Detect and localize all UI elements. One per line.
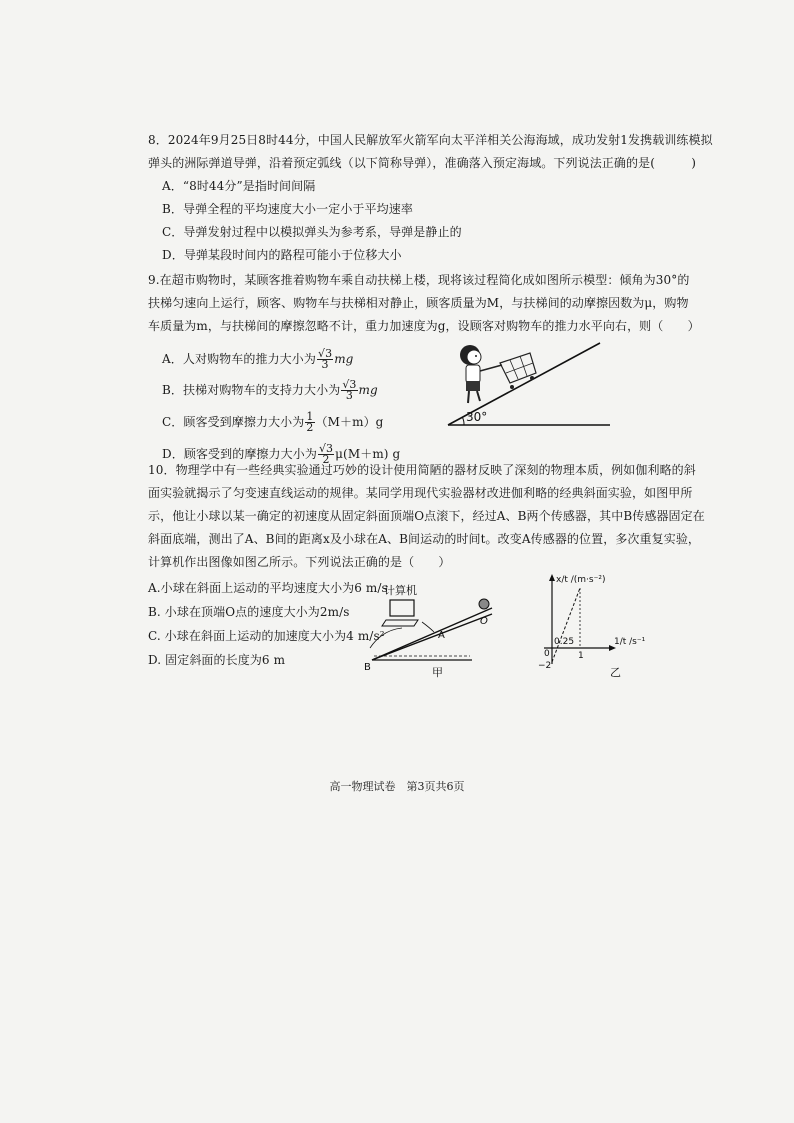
q9-incline-figure <box>440 335 620 435</box>
tick-label-neg2: −2 <box>538 661 552 671</box>
q9-stem-line-3: 车质量为m，与扶梯间的摩擦忽略不计，重力加速度为g，设顾客对购物车的推力水平向右，则（ ） <box>148 319 700 333</box>
q10-option-d: D. 固定斜面的长度为6 m <box>148 653 286 667</box>
q9-option-a-fraction: $\frac{√3}{3}$ <box>317 347 333 371</box>
shopper-face <box>467 350 481 364</box>
shopper-body <box>466 365 480 383</box>
graph-line-dashed <box>552 588 580 662</box>
q9-option-d-fraction: $\frac{√3}{2}$ <box>318 442 334 466</box>
q10-stem-line-1: 10．物理学中有一些经典实验通过巧妙的设计使用简陋的器材反映了深刻的物理本质，例如伽利略的斜 <box>148 463 696 477</box>
q9-option-b-text: B．扶梯对购物车的支持力大小为 <box>162 383 341 397</box>
tick-label-0-25: 0.25 <box>554 637 575 647</box>
tick-label-1: 1 <box>578 651 584 661</box>
page-footer: 高一物理试卷 第3页共6页 <box>329 780 465 793</box>
shopper-skirt <box>466 381 480 391</box>
incline-angle-label: 30° <box>466 410 488 424</box>
computer-label: 计算机 <box>384 584 417 597</box>
q10-figure-yi <box>530 572 646 680</box>
q8-option-c: C．导弹发射过程中以模拟弹头为参考系，导弹是静止的 <box>162 225 462 239</box>
y-axis-label: x/t /(m·s⁻²) <box>556 575 606 585</box>
q10-option-b: B. 小球在顶端O点的速度大小为2m/s <box>148 605 350 619</box>
origin-label: 0 <box>544 649 550 659</box>
q10-option-a: A.小球在斜面上运动的平均速度大小为6 m/s <box>148 581 388 595</box>
q8-stem-line-1: 8．2024年9月25日8时44分，中国人民解放军火箭军向太平洋相关公海海域，成功发射1发携载训练模拟 <box>148 133 713 147</box>
q10-stem-line-3: 示，他让小球以某一确定的初速度从固定斜面顶端O点滚下，经过A、B两个传感器，其中B传感器固定在 <box>148 509 705 523</box>
q9-option-c <box>162 410 383 434</box>
figure-yi-caption: 乙 <box>610 666 621 679</box>
sensor-wire-a <box>422 622 434 632</box>
q9-option-d-text: D．顾客受到的摩擦力大小为 <box>162 447 317 461</box>
shopping-cart <box>500 353 536 389</box>
q10-stem-line-5: 计算机作出图像如图乙所示。下列说法正确的是（ ） <box>148 555 451 569</box>
angle-arc <box>463 418 465 426</box>
q8-option-a: A．“8时44分”是指时间间隔 <box>162 179 316 193</box>
point-a-label: A <box>438 630 445 641</box>
x-axis-label: 1/t /s⁻¹ <box>614 637 646 647</box>
shopper-illustration <box>460 345 502 403</box>
q10-stem-line-4: 斜面底端，测出了A、B间的距离x及小球在A、B间运动的时间t。改变A传感器的位置，多次重复实验， <box>148 532 701 546</box>
ball <box>479 599 489 609</box>
figure-jia-caption: 甲 <box>432 666 443 679</box>
q8-stem-line-2: 弹头的洲际弹道导弹，沿着预定弧线（以下简称导弹），准确落入预定海域。下列说法正确的是( ) <box>148 156 697 170</box>
q9-stem-line-1: 9.在超市购物时，某顾客推着购物车乘自动扶梯上楼，现将该过程简化成如图所示模型：倾角为30°的 <box>148 273 690 287</box>
shopper-arm <box>480 365 502 371</box>
y-axis-arrow <box>549 574 555 581</box>
q9-option-c-fraction: $\frac{1}{2}$ <box>306 410 314 434</box>
slope-bottom-line <box>372 614 492 660</box>
q9-option-d-unit: μ(M＋m) g <box>335 447 401 461</box>
point-o-label: O <box>480 616 488 627</box>
q9-option-b-unit: mg <box>358 383 378 397</box>
q8-option-b: B．导弹全程的平均速度大小一定小于平均速率 <box>162 202 413 216</box>
computer-screen <box>390 600 414 616</box>
computer-keyboard <box>382 620 418 626</box>
point-b-label: B <box>364 662 371 673</box>
q10-stem-line-2: 面实验就揭示了匀变速直线运动的规律。某同学用现代实验器材改进伽利略的经典斜面实验，如图甲所 <box>148 486 693 500</box>
q10-figure-jia <box>362 578 512 678</box>
sensor-wire-b <box>370 628 402 648</box>
q9-option-a-unit: mg <box>334 352 354 366</box>
q9-option-c-text: C．顾客受到摩擦力大小为 <box>162 415 305 429</box>
q9-stem-line-2: 扶梯匀速向上运行，顾客、购物车与扶梯相对静止，顾客质量为M，与扶梯间的动摩擦因数为μ，购物 <box>148 296 689 310</box>
q9-option-c-unit: （M＋m）g <box>315 415 384 429</box>
q9-option-b-fraction: $\frac{√3}{3}$ <box>342 378 357 402</box>
q9-option-a <box>162 347 353 371</box>
q10-option-c: C. 小球在斜面上运动的加速度大小为4 m/s² <box>148 629 385 643</box>
q9-option-a-text: A．人对购物车的推力大小为 <box>162 352 316 366</box>
q9-option-b <box>162 378 378 402</box>
q8-option-d: D．导弹某段时间内的路程可能小于位移大小 <box>162 248 402 262</box>
